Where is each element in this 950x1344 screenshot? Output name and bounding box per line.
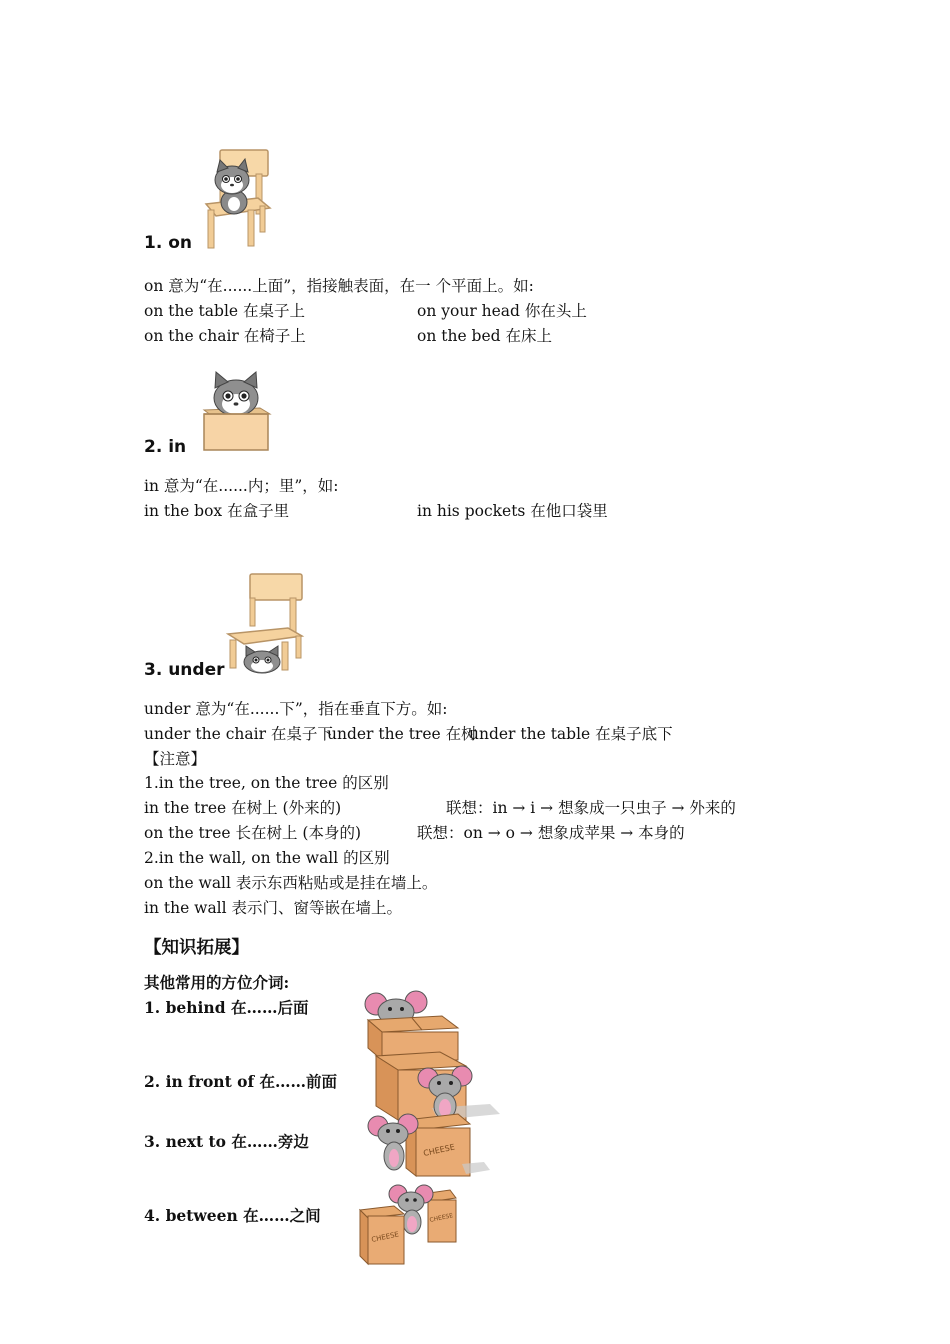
- cat-in-box-illustration: [200, 370, 274, 454]
- notes-item1-a: in the tree 在树上 (外来的): [144, 799, 342, 817]
- in-example-1: in the box 在盒子里: [144, 502, 290, 520]
- cat-on-chair-illustration: [198, 148, 274, 252]
- notes-item1-b-assoc: 联想：on → o → 想象成苹果 → 本身的: [417, 824, 685, 842]
- cheese-box-label-1: CHEESE: [422, 1142, 456, 1158]
- in-example-2: in his pockets 在他口袋里: [417, 502, 608, 520]
- notes-item2-a: on the wall 表示东西粘贴或是挂在墙上。: [144, 874, 438, 892]
- extension-subtitle: 其他常用的方位介词:: [144, 973, 290, 992]
- on-example-4: on the bed 在床上: [417, 327, 552, 345]
- notes-item1-b: on the tree 长在树上 (本身的): [144, 824, 361, 842]
- cat-under-chair-illustration: [224, 572, 308, 676]
- notes-item1-title: 1.in the tree, on the tree 的区别: [144, 774, 389, 792]
- mouse-between-boxes-illustration: [358, 1184, 470, 1268]
- in-description: in 意为“在......内；里”，如:: [144, 477, 339, 495]
- notes-item2-b: in the wall 表示门、窗等嵌在墙上。: [144, 899, 403, 917]
- under-example-1: under the chair 在桌子下: [144, 725, 333, 743]
- cheese-box-label-2: CHEESE: [428, 1212, 454, 1224]
- extension-item-behind: 1. behind 在……后面: [144, 998, 309, 1017]
- on-example-3: on the chair 在椅子上: [144, 327, 306, 345]
- cheese-box-label-3: CHEESE: [370, 1230, 400, 1244]
- extension-item-next-to: 3. next to 在……旁边: [144, 1132, 309, 1151]
- on-example-1: on the table 在桌子上: [144, 302, 306, 320]
- under-example-3: under the table 在桌子底下: [469, 725, 673, 743]
- extension-item-between: 4. between 在……之间: [144, 1206, 321, 1225]
- notes-item1-a-assoc: 联想：in → i → 想象成一只虫子 → 外来的: [446, 799, 736, 817]
- heading-under: 3. under: [144, 660, 225, 680]
- under-example-2: under the tree 在树: [327, 725, 477, 743]
- heading-in: 2. in: [144, 437, 187, 457]
- notes-title: 【注意】: [144, 750, 207, 768]
- under-description: under 意为“在......下”，指在垂直下方。如:: [144, 700, 448, 718]
- extension-item-in-front-of: 2. in front of 在……前面: [144, 1072, 338, 1091]
- extension-title: 【知识拓展】: [144, 938, 249, 958]
- on-example-2: on your head 你在头上: [417, 302, 587, 320]
- on-description: on 意为“在......上面”，指接触表面，在一 个平面上。如:: [144, 277, 534, 295]
- mouse-next-to-box-illustration: [366, 1112, 492, 1178]
- heading-on: 1. on: [144, 233, 192, 253]
- notes-item2-title: 2.in the wall, on the wall 的区别: [144, 849, 390, 867]
